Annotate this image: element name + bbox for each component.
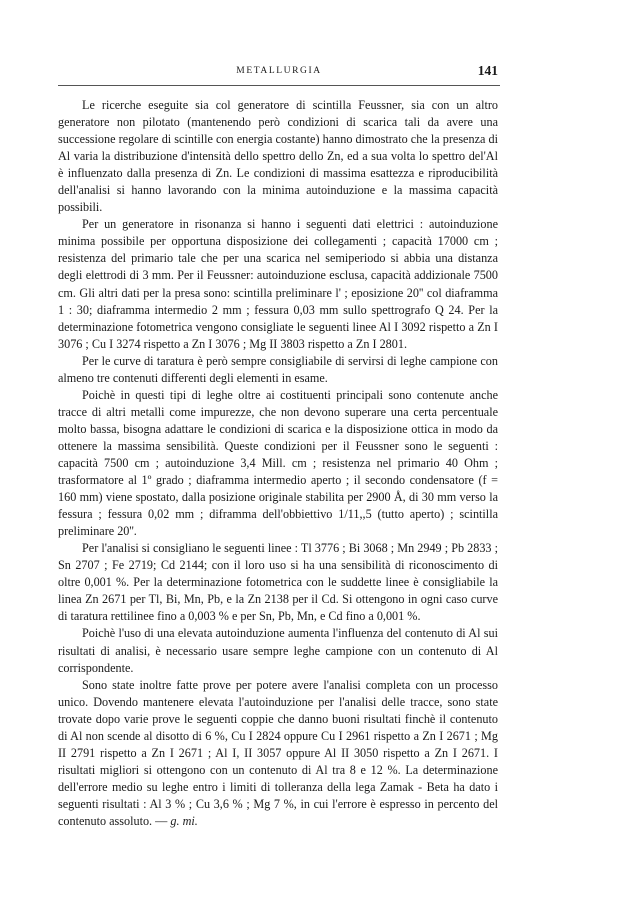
author-signature: g. mi. <box>170 813 198 828</box>
page-number: 141 <box>477 63 498 78</box>
paragraph-7 <box>58 677 498 830</box>
paragraph-4: Poichè in questi tipi di leghe oltre ai costituenti principali sono contenute anche tracce di altri metalli come impurezze, che non devono superare una certa percentuale molto bassa, bisogna adattare le condizioni di scarica e la disposizione ottica in modo da ottenere la massima sensibilità. Queste condizioni per il Feussner sono le seguenti : capacità 7500 cm ; autoinduzione 3,4 Mill. cm ; resistenza nel primario 40 Ohm ; trasformatore al 1º grado ; diaframma intermedio aperto ; il secondo condensatore (f = 160 mm) viene spostato, dalla posizione originale stabilita per 2900 Å, di 30 mm verso la fessura ; fessura 0,02 mm ; diframma dell'obbiettivo 1/11,,5 (tutto aperto) ; scintilla preliminare 20''. <box>58 387 498 539</box>
paragraph-6: Poichè l'uso di una elevata autoinduzione aumenta l'influenza del contenuto di Al sui risultati di analisi, è necessario usare sempre leghe campione con un contenuto di Al corrispondente. <box>58 626 498 675</box>
header-rule <box>58 85 500 86</box>
paragraph-1: Le ricerche eseguite sia col generatore di scintilla Feussner, sia con un altro generatore non pilotato (mantenendo però condizioni di scarica tali da avere una successione regolare di scintille con energia costante) hanno dimostrato che la presenza di Al varia la distribuzione d'intensità dello spettro dello Zn, ed a sua volta lo spettro del'Al è influenzato dalla presenza di Zn. Le condizioni di massima esattezza e riproducibilità dell'analisi si hanno lavorando con la minima autoinduzione e la massima capacità possibili. <box>58 98 498 215</box>
page-header <box>58 64 500 84</box>
paragraph-5: Per l'analisi si consigliano le seguenti linee : Tl 3776 ; Bi 3068 ; Mn 2949 ; Pb 2833 ; Sn 2707 ; Fe 2719; Cd 2144; con il loro uso si ha una sensibilità di riconoscimento di oltre 0,001 %. Per la determinazione fotometrica con le suddette linee è consigliabile la linea Zn 2671 per Tl, Bi, Mn, Pb, e la Zn 2138 per il Cd. Si ottengono in ogni caso curve di taratura rettilinee fino a 0,003 % e per Sn, Pb, Mn, e Cd fino a 0,001 %. <box>58 541 498 624</box>
paragraph-2: Per un generatore in risonanza si hanno i seguenti dati elettrici : autoinduzione minima possibile per opportuna disposizione dei collegamenti ; capacità 17000 cm ; resistenza del primario tale che per una scarica nel semiperiodo si abbia una distanza degli elettrodi di 3 mm. Per il Feussner: autoinduzione esclusa, capacità addizionale 7500 cm. Gli altri dati per la presa sono: scintilla preliminare l' ; eposizione 20'' col diaframma 1 : 30; diaframma intermedio 2 mm ; fessura 0,03 mm sullo spettrografo Q 24. Per la determinazione fotometrica vengono consigliate le seguenti linee Al I 3092 rispetto a Zn I 3076 ; Cu I 3274 rispetto a Zn I 3076 ; Mg II 3803 rispetto a Zn I 2801. <box>58 217 498 351</box>
paragraph-3: Per le curve di taratura è però sempre consigliabile di servirsi di leghe campione con almeno tre contenuti differenti degli elementi in esame. <box>58 353 498 385</box>
paragraph-7-text: Sono state inoltre fatte prove per potere avere l'analisi completa con un processo unico. Dovendo mantenere elevata l'autoinduzione per l'analisi delle tracce, sono state trovate dopo varie prove le seguenti coppie che danno buoni risultati finchè il contenuto di Al non scende al disotto di 6 %, Cu I 2824 oppure Cu I 2961 rispetto a Zn I 2671 ; Mg II 2791 rispetto a Zn I 2671 ; Al I, II 3057 oppure Al II 3050 rispetto a Zn I 2671. I risultati migliori si ottengono con un contenuto di Al tra 8 e 12 %. La determinazione dell'errore medio su leghe entro i limiti di tolleranza della lega Zamak - Beta ha dato i seguenti risultati : Al 3 % ; Cu 3,6 % ; Mg 7 %, in cui l'errore è espresso in percento del contenuto assoluto. — <box>58 677 498 828</box>
running-head: METALLURGIA <box>236 66 322 76</box>
article-body <box>58 97 498 830</box>
